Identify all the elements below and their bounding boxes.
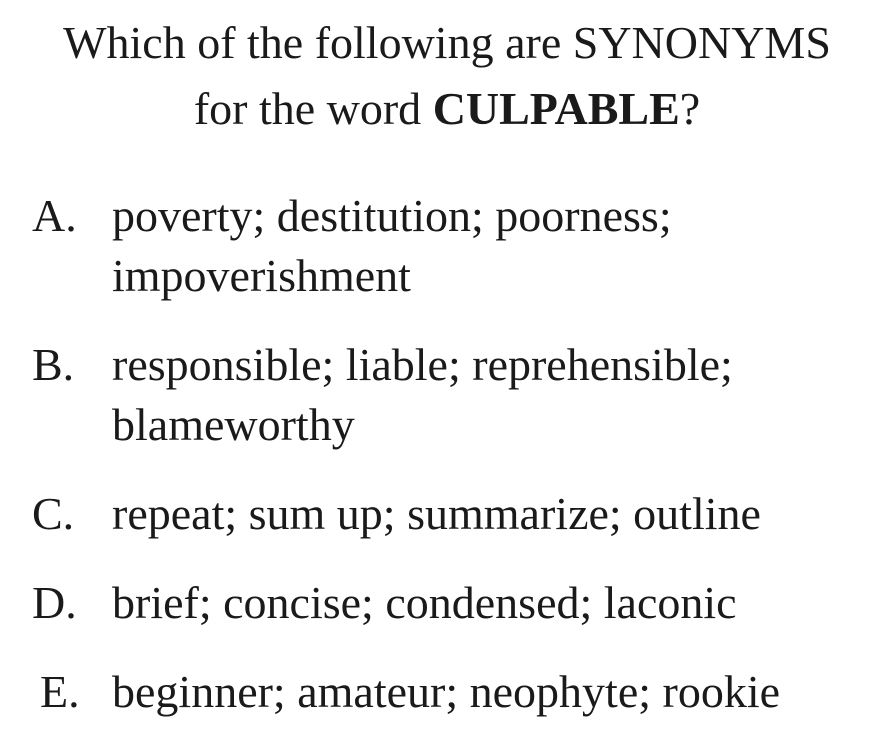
question-text bbox=[0, 10, 894, 142]
option-letter: C. bbox=[32, 488, 75, 539]
option-text: responsible; liable; reprehensible; blameworthy bbox=[112, 339, 733, 450]
option-text: beginner; amateur; neophyte; rookie bbox=[112, 666, 781, 717]
option-text: repeat; sum up; summarize; outline bbox=[112, 488, 761, 539]
question-line-2-prefix: for the word bbox=[193, 83, 433, 134]
option-d[interactable] bbox=[0, 573, 894, 633]
option-c[interactable] bbox=[0, 484, 894, 544]
option-e[interactable] bbox=[0, 662, 894, 722]
question-keyword: CULPABLE bbox=[432, 83, 680, 134]
answer-options bbox=[0, 186, 894, 751]
question-line-1: Which of the following are SYNONYMS bbox=[63, 17, 831, 68]
option-letter: A. bbox=[32, 190, 77, 241]
question-line-2-suffix: ? bbox=[679, 83, 701, 134]
option-text: poverty; destitution; poorness; impoverishment bbox=[112, 190, 672, 301]
option-letter: D. bbox=[32, 577, 77, 628]
option-letter: B. bbox=[32, 339, 75, 390]
option-letter: E. bbox=[40, 666, 80, 717]
option-a[interactable] bbox=[0, 186, 894, 306]
option-text: brief; concise; condensed; laconic bbox=[112, 577, 737, 628]
option-b[interactable] bbox=[0, 335, 894, 455]
